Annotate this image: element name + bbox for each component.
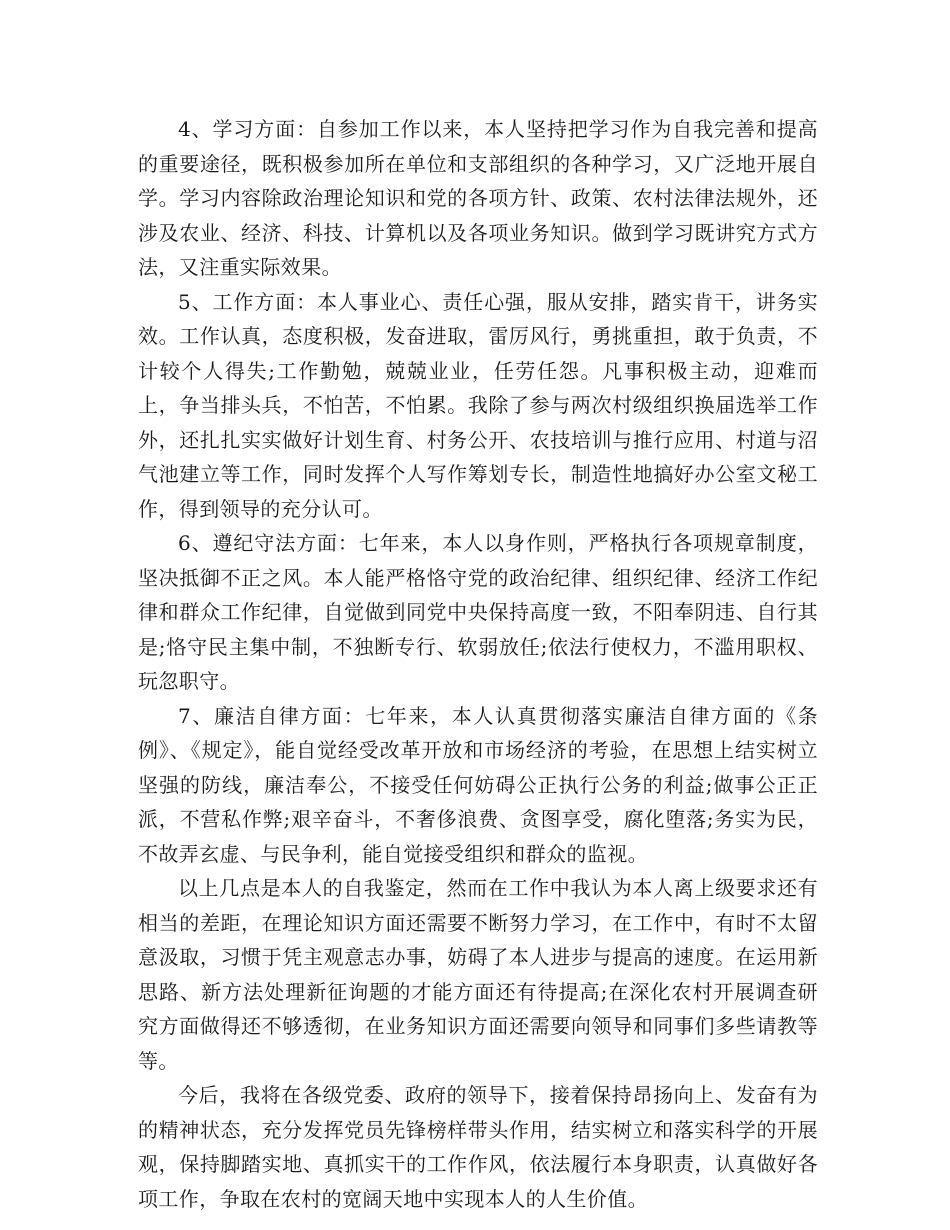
document-body xyxy=(138,112,818,1216)
paragraph-integrity: 7、廉洁自律方面：七年来，本人认真贯彻落实廉洁自律方面的《条例》、《规定》，能自觉经受改革开放和市场经济的考验，在思想上结实树立坚强的防线，廉洁奉公，不接受任何妨碍公正执行公务的利益;做事公正正派，不营私作弊;艰辛奋斗，不奢侈浪费、贪图享受，腐化堕落;务实为民，不故弄玄虚、与民争利，能自觉接受组织和群众的监视。 xyxy=(138,703,818,866)
paragraph-self-assessment: 以上几点是本人的自我鉴定，然而在工作中我认为本人离上级要求还有相当的差距，在理论知识方面还需要不断努力学习，在工作中，有时不太留意汲取，习惯于凭主观意志办事，妨碍了本人进步与提高的速度。在运用新思路、新方法处理新征询题的才能方面还有待提高;在深化农村开展调查研究方面做得还不够透彻，在业务知识方面还需要向领导和同事们多些请教等等。 xyxy=(138,876,818,1073)
paragraph-work: 5、工作方面：本人事业心、责任心强，服从安排，踏实肯干，讲务实效。工作认真，态度积极，发奋进取，雷厉风行，勇挑重担，敢于负责，不计较个人得失;工作勤勉，兢兢业业，任劳任怨。凡事积极主动，迎难而上，争当排头兵，不怕苦，不怕累。我除了参与两次村级组织换届选举工作外，还扎扎实实做好计划生育、村务公开、农技培训与推行应用、村道与沼气池建立等工作，同时发挥个人写作筹划专长，制造性地搞好办公室文秘工作，得到领导的充分认可。 xyxy=(138,289,818,521)
paragraph-future: 今后，我将在各级党委、政府的领导下，接着保持昂扬向上、发奋有为的精神状态，充分发挥党员先锋榜样带头作用，结实树立和落实科学的开展观，保持脚踏实地、真抓实干的工作作风，依法履行本身职责，认真做好各项工作，争取在农村的宽阔天地中实现本人的人生价值。 xyxy=(138,1083,818,1211)
paragraph-discipline: 6、遵纪守法方面：七年来，本人以身作则，严格执行各项规章制度，坚决抵御不正之风。本人能严格恪守党的政治纪律、组织纪律、经济工作纪律和群众工作纪律，自觉做到同党中央保持高度一致，不阳奉阴违、自行其是;恪守民主集中制，不独断专行、软弱放任;依法行使权力，不滥用职权、玩忽职守。 xyxy=(138,531,818,693)
paragraph-study: 4、学习方面：自参加工作以来，本人坚持把学习作为自我完善和提高的重要途径，既积极参加所在单位和支部组织的各种学习，又广泛地开展自学。学习内容除政治理论知识和党的各项方针、政策、农村法律法规外，还涉及农业、经济、科技、计算机以及各项业务知识。做到学习既讲究方式方法，又注重实际效果。 xyxy=(138,117,818,279)
